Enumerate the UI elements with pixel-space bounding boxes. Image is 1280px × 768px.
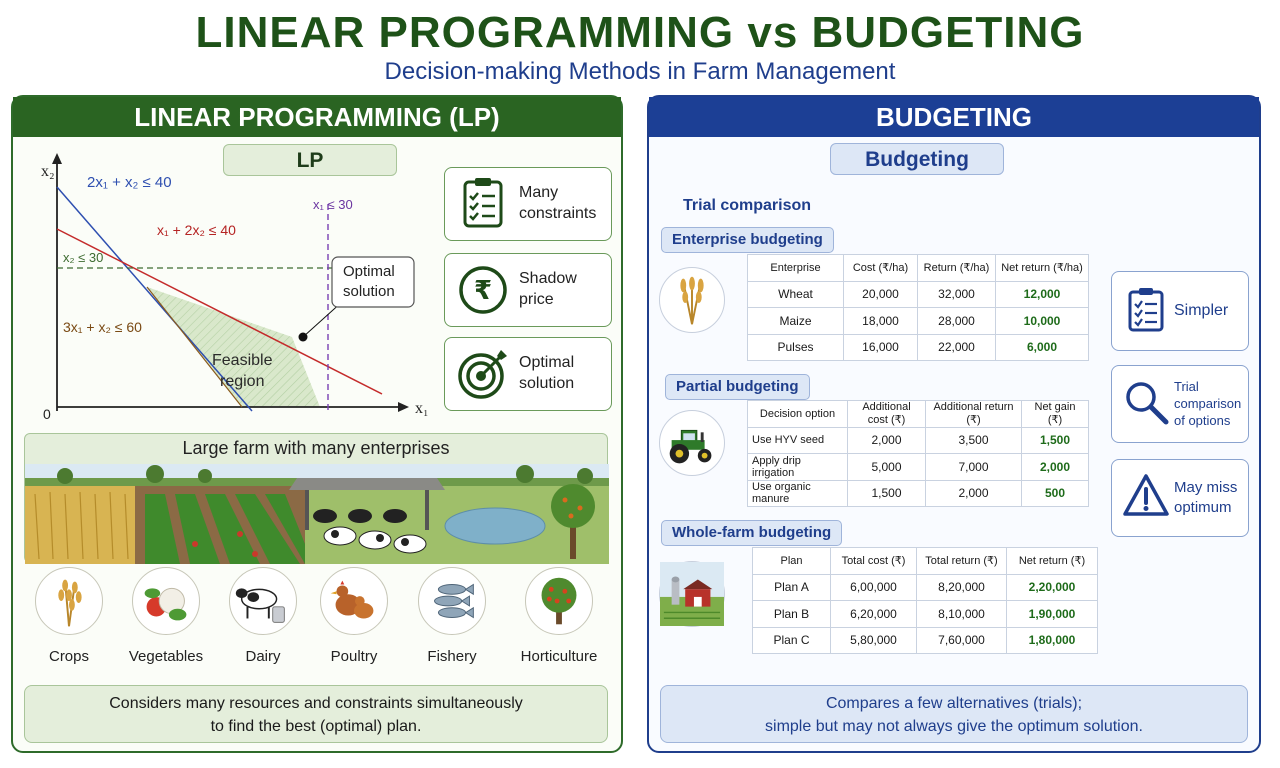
table-cell: 12,000 — [996, 281, 1089, 308]
enterprise-vegetables — [126, 567, 206, 665]
enterprise-label: Crops — [48, 648, 89, 665]
table-cell: 7,000 — [926, 454, 1022, 481]
wheat-icon — [35, 567, 103, 635]
constraint-label-4: 3x₁ + x₂ ≤ 60 — [63, 319, 142, 335]
feature-line: comparison — [1174, 396, 1242, 411]
feature-may-miss-optimum — [1111, 459, 1249, 537]
table-cell: 2,000 — [926, 480, 1022, 507]
feature-line: constraints — [519, 205, 597, 222]
feature-line: Many — [519, 184, 559, 201]
table-cell: 2,000 — [1022, 454, 1089, 481]
table-header: Net gain (₹) — [1022, 401, 1089, 428]
budgeting-summary-line-1: Compares a few alternatives (trials); — [825, 695, 1083, 712]
feasible-label-2: region — [220, 373, 265, 390]
table-cell: 2,20,000 — [1007, 574, 1098, 601]
target-icon — [455, 346, 511, 402]
table-cell: 1,500 — [1022, 427, 1089, 454]
feature-text — [1174, 478, 1237, 518]
subtitle: Decision-making Methods in Farm Management — [384, 58, 896, 85]
budgeting-panel — [647, 95, 1261, 753]
feature-shadow-price — [444, 253, 612, 327]
budgeting-summary — [660, 685, 1248, 743]
table-header: Decision option — [748, 401, 848, 428]
table-cell: 3,500 — [926, 427, 1022, 454]
whole-farm-budgeting-tag: Whole-farm budgeting — [661, 520, 842, 546]
budgeting-panel-title: BUDGETING — [649, 97, 1259, 137]
farm-scene-illustration — [25, 464, 609, 564]
table-header: Return (₹/ha) — [918, 255, 996, 282]
budgeting-tag: Budgeting — [830, 143, 1004, 175]
table-header: Enterprise — [748, 255, 844, 282]
table-cell: Use organic manure — [748, 480, 848, 507]
origin-label: 0 — [43, 406, 51, 422]
table-cell: 6,00,000 — [831, 574, 917, 601]
feature-line: Trial — [1174, 379, 1199, 394]
feature-line: Shadow — [519, 270, 577, 287]
table-header: Additional return (₹) — [926, 401, 1022, 428]
header — [0, 0, 1280, 92]
warning-icon — [1122, 472, 1170, 520]
rupee-icon — [455, 262, 511, 318]
table-header: Net return (₹) — [1007, 548, 1098, 575]
feature-line: May miss — [1174, 479, 1238, 496]
feature-text — [1174, 378, 1241, 429]
table-cell: Plan B — [753, 601, 831, 628]
enterprise-budgeting-tag: Enterprise budgeting — [661, 227, 834, 253]
optimal-label-2: solution — [343, 283, 395, 300]
enterprise-label: Dairy — [245, 648, 281, 665]
table-cell: Wheat — [748, 281, 844, 308]
table-cell: 5,000 — [848, 454, 926, 481]
enterprise-label: Vegetables — [128, 648, 204, 665]
farm-illustration-box — [24, 433, 608, 563]
enterprise-budget-table — [747, 254, 1089, 361]
feature-trial-comparison — [1111, 365, 1249, 443]
table-cell: 6,20,000 — [831, 601, 917, 628]
enterprise-dairy — [223, 567, 303, 665]
table-cell: Plan A — [753, 574, 831, 601]
feature-line: solution — [519, 375, 575, 392]
feature-many-constraints — [444, 167, 612, 241]
enterprise-label: Fishery — [427, 648, 477, 665]
enterprise-fishery — [412, 567, 492, 665]
table-row — [748, 308, 1089, 335]
table-cell: 1,90,000 — [1007, 601, 1098, 628]
table-header-row — [748, 401, 1089, 428]
lp-tag: LP — [223, 144, 397, 176]
table-row — [753, 574, 1098, 601]
table-row — [748, 454, 1089, 481]
table-cell: 7,60,000 — [917, 627, 1007, 654]
table-header: Net return (₹/ha) — [996, 255, 1089, 282]
whole-farm-budget-table — [752, 547, 1098, 654]
table-cell: 18,000 — [844, 308, 918, 335]
table-header-row — [748, 255, 1089, 282]
table-cell: 1,80,000 — [1007, 627, 1098, 654]
feature-text — [519, 352, 609, 394]
feature-line: price — [519, 291, 554, 308]
feature-text — [519, 268, 609, 310]
enterprise-label: Horticulture — [520, 648, 598, 665]
feature-line: Simpler — [1174, 302, 1229, 319]
lp-graph — [27, 149, 427, 424]
fish-icon — [418, 567, 486, 635]
table-cell: 500 — [1022, 480, 1089, 507]
lp-panel — [11, 95, 623, 753]
main-title: LINEAR PROGRAMMING vs BUDGETING — [195, 8, 1085, 57]
clipboard-icon — [1122, 286, 1170, 334]
feature-optimal-solution — [444, 337, 612, 411]
svg-text:₹: ₹ — [473, 276, 493, 306]
table-row — [748, 281, 1089, 308]
feature-text — [1174, 302, 1228, 320]
cow-icon — [229, 567, 297, 635]
optimal-label-1: Optimal — [343, 263, 395, 280]
checklist-icon — [455, 176, 511, 232]
table-cell: 6,000 — [996, 334, 1089, 361]
table-cell: Apply drip irrigation — [748, 454, 848, 481]
constraint-label-1: 2x₁ + x₂ ≤ 40 — [87, 174, 172, 191]
x-axis-label: x₁ — [415, 400, 429, 417]
table-cell: 28,000 — [918, 308, 996, 335]
table-row — [748, 427, 1089, 454]
partial-budgeting-tag: Partial budgeting — [665, 374, 810, 400]
feature-simpler — [1111, 271, 1249, 351]
table-cell: 22,000 — [918, 334, 996, 361]
lp-panel-title: LINEAR PROGRAMMING (LP) — [13, 97, 621, 137]
trial-comparison-title: Trial comparison — [683, 197, 812, 214]
table-cell: 2,000 — [848, 427, 926, 454]
table-cell: 10,000 — [996, 308, 1089, 335]
vegetables-icon — [132, 567, 200, 635]
table-cell: 1,500 — [848, 480, 926, 507]
enterprise-crops — [29, 567, 109, 665]
table-header: Cost (₹/ha) — [844, 255, 918, 282]
enterprise-label: Poultry — [330, 648, 378, 665]
table-cell: 8,10,000 — [917, 601, 1007, 628]
y-axis-label: x₂ — [41, 163, 55, 180]
feature-text — [519, 182, 609, 224]
table-row — [748, 334, 1089, 361]
lp-summary-line-1: Considers many resources and constraints simultaneously — [109, 695, 523, 712]
table-cell: Maize — [748, 308, 844, 335]
fruit-tree-icon — [525, 567, 593, 635]
table-header: Total cost (₹) — [831, 548, 917, 575]
table-cell: 8,20,000 — [917, 574, 1007, 601]
enterprise-horticulture — [519, 567, 599, 665]
budgeting-summary-line-2: simple but may not always give the optimum solution. — [765, 718, 1143, 735]
table-row — [753, 627, 1098, 654]
table-cell: 16,000 — [844, 334, 918, 361]
table-header: Total return (₹) — [917, 548, 1007, 575]
enterprise-poultry — [314, 567, 394, 665]
constraint-label-3: x₂ ≤ 30 — [63, 250, 104, 265]
table-header: Plan — [753, 548, 831, 575]
table-cell: 5,80,000 — [831, 627, 917, 654]
table-header-row — [753, 548, 1098, 575]
chicken-icon — [320, 567, 388, 635]
lp-summary-line-2: to find the best (optimal) plan. — [210, 718, 422, 735]
feature-line: optimum — [1174, 499, 1232, 516]
farmstead-icon — [659, 561, 725, 627]
lp-summary — [24, 685, 608, 743]
table-row — [748, 480, 1089, 507]
table-cell: Plan C — [753, 627, 831, 654]
feature-line: of options — [1174, 413, 1231, 428]
feature-line: Optimal — [519, 354, 575, 371]
table-cell: Use HYV seed — [748, 427, 848, 454]
farm-title: Large farm with many enterprises — [182, 438, 450, 458]
partial-budget-table — [747, 400, 1089, 507]
constraint-label-2: x₁ + 2x₂ ≤ 40 — [157, 222, 236, 238]
tractor-icon — [659, 410, 725, 476]
constraint-label-5: x₁ ≤ 30 — [313, 197, 353, 212]
wheat-sheaf-icon — [659, 267, 725, 333]
table-header: Additional cost (₹) — [848, 401, 926, 428]
table-cell: 20,000 — [844, 281, 918, 308]
table-cell: Pulses — [748, 334, 844, 361]
table-cell: 32,000 — [918, 281, 996, 308]
table-row — [753, 601, 1098, 628]
feasible-label-1: Feasible — [212, 352, 273, 369]
magnifier-icon — [1122, 378, 1170, 426]
